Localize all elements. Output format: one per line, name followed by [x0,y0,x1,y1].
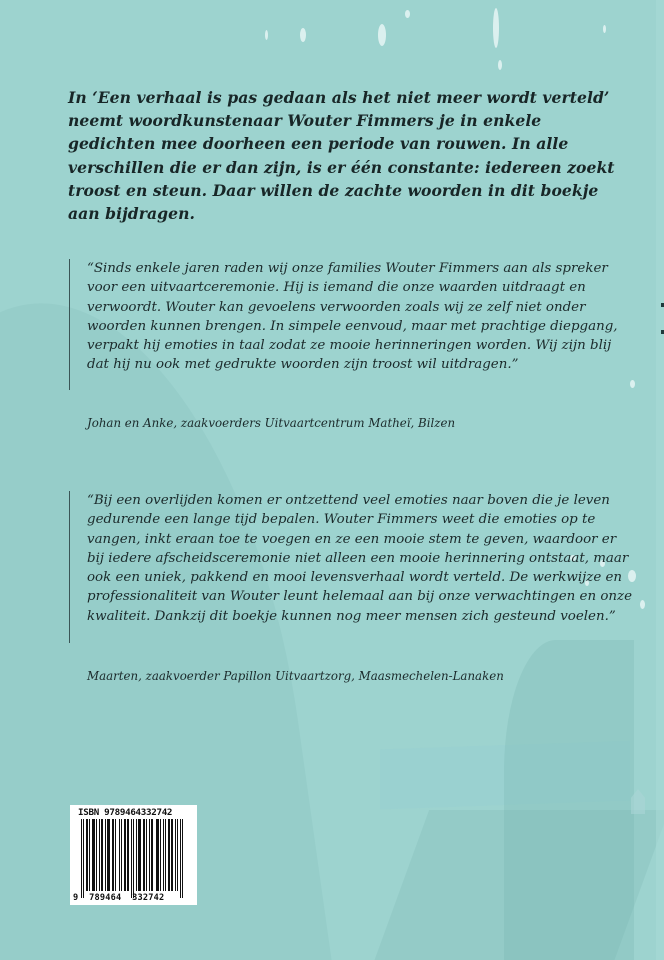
isbn-digits: 9 789464 332742 [73,893,165,903]
quote-attribution: Maarten, zaakvoerder Papillon Uitvaartzorg, Maasmechelen-Lanaken [87,669,504,683]
isbn-barcode [70,805,197,905]
quote-rule [69,491,70,643]
quote-text: “Sinds enkele jaren raden wij onze families Wouter Fimmers aan als spreker voor een uitvaartceremonie. Hij is iemand die onze waarden uitdraagt en verwoordt. Wouter kan gevoelens verwoorden zoals wij ze zelf niet onder woorden kunnen brengen. In simpele eenvoud, maar met prachtige diepgang, verpakt hij emoties in taal zodat ze mooie herinneringen worden. Wij zijn blij dat hij nu ook met gedrukte woorden zijn troost wil uitdragen.” [87,261,618,373]
barcode-icon [81,819,185,898]
quote-rule [69,259,70,390]
quote-attribution: Johan en Anke, zaakvoerders Uitvaartcentrum Matheï, Bilzen [87,416,456,430]
quote-text: “Bij een overlijden komen er ontzettend veel emoties naar boven die je leven gedurende een lange tijd bepalen. Wouter Fimmers weet die emoties op te vangen, inkt eraan toe te voegen en ze een mooie stem te geven, waardoor er bij iedere afscheidsceremonie niet alleen een mooie herinnering ontstaat, maar ook een uniek, pakkend en mooi levensverhaal wordt verteld. De werkwijze en professionaliteit van Wouter leunt helemaal aan bij onze verwachtingen en onze kwaliteit. Dankzij dit boekje kunnen nog meer mensen zich gesteund voelen.” [87,493,633,624]
intro-paragraph: In ‘Een verhaal is pas gedaan als het niet meer wordt verteld’ neemt woordkunstenaar Wouter Fimmers je in enkele gedichten mee doorheen een periode van rouwen. In alle verschillen die er dan zijn, is er één constante: iedereen zoekt troost en steun. Daar willen de zachte woorden in dit boekje aan bijdragen. [68,88,615,224]
isbn-label: ISBN 9789464332742 [78,807,173,818]
